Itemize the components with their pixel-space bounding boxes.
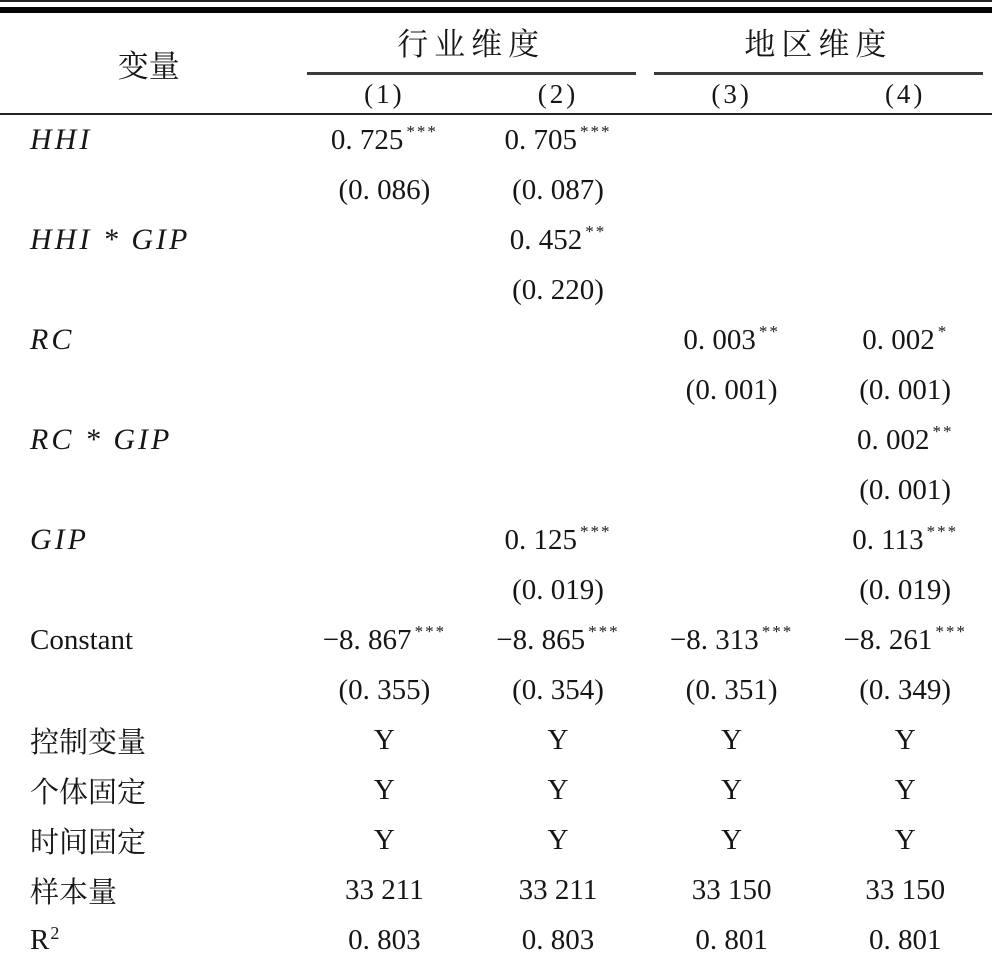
coefficient-cell: 0. 002 * [862, 321, 949, 356]
coefficient-cell [645, 415, 819, 465]
coefficient-cell: −8. 865 *** [496, 621, 620, 656]
std-error-cell [818, 165, 992, 215]
row-label: RC * GIP [30, 423, 173, 456]
significance-stars: ** [585, 221, 607, 241]
coefficient-cell [818, 114, 992, 165]
stat-cell: Y [721, 723, 743, 756]
stat-row [0, 915, 992, 960]
row-label: HHI [30, 123, 93, 156]
std-error-cell [645, 465, 819, 515]
coefficient-row [0, 615, 992, 665]
coefficient-cell [818, 215, 992, 265]
stat-cell: Y [547, 823, 569, 856]
row-label: HHI * GIP [30, 223, 191, 256]
stat-cell: 0. 801 [868, 923, 942, 956]
stat-cell: 0. 803 [348, 923, 421, 956]
group-industry [298, 13, 645, 75]
std-error-row [0, 565, 992, 615]
coefficient-cell: −8. 867 *** [322, 621, 447, 656]
std-error-row [0, 465, 992, 515]
std-error-cell: (0. 354) [512, 673, 604, 706]
row-label: 个体固定 [30, 776, 147, 809]
coefficient-row [0, 114, 992, 165]
coefficient-cell [471, 415, 645, 465]
row-label-empty [0, 565, 298, 615]
row-label: Constant [30, 623, 134, 656]
significance-stars: *** [935, 621, 967, 641]
table-body [0, 114, 992, 960]
row-label: RC [30, 323, 75, 356]
significance-stars: *** [761, 621, 794, 641]
model-col-3: (3) [645, 75, 819, 114]
stat-row [0, 865, 992, 915]
stat-cell: Y [894, 773, 916, 806]
significance-stars: *** [588, 621, 620, 641]
std-error-cell [298, 265, 472, 315]
std-error-cell: (0. 349) [859, 673, 952, 706]
coefficient-cell: −8. 313 *** [669, 621, 794, 656]
std-error-cell: (0. 019) [512, 573, 604, 606]
row-label: GIP [30, 523, 89, 556]
row-label-empty [0, 665, 298, 715]
std-error-cell: (0. 001) [685, 373, 778, 406]
stat-cell: 33 211 [345, 873, 424, 906]
std-error-cell: (0. 001) [859, 473, 952, 506]
coefficient-cell: 0. 002 ** [856, 421, 954, 456]
group-region [645, 13, 992, 75]
coefficient-cell: −8. 261 *** [843, 621, 967, 656]
stat-cell: 0. 803 [521, 923, 595, 956]
std-error-cell: (0. 086) [338, 173, 431, 206]
std-error-row [0, 365, 992, 415]
model-col-1: (1) [298, 75, 472, 114]
group-header-row [0, 13, 992, 75]
coefficient-cell [471, 315, 645, 365]
significance-stars: *** [926, 521, 959, 541]
significance-stars: *** [579, 521, 612, 541]
stat-cell: Y [721, 823, 743, 856]
significance-stars: ** [758, 321, 780, 341]
stat-cell: Y [373, 823, 395, 856]
coefficient-cell [298, 515, 472, 565]
coefficient-cell: 0. 113 *** [852, 521, 959, 556]
stat-cell: Y [547, 773, 569, 806]
std-error-cell: (0. 087) [512, 173, 604, 206]
stat-cell: Y [721, 773, 743, 806]
std-error-cell [645, 265, 819, 315]
table-header [0, 13, 992, 114]
coefficient-row [0, 215, 992, 265]
row-label: $R^2$ [30, 922, 62, 956]
model-col-4: (4) [818, 75, 992, 114]
stat-cell: 0. 801 [695, 923, 768, 956]
variable-column-header: 变量 [0, 13, 298, 114]
std-error-cell: (0. 220) [512, 273, 604, 306]
coefficient-cell: 0. 705 *** [504, 121, 612, 156]
row-label-empty [0, 165, 298, 215]
coefficient-cell: 0. 452 ** [509, 221, 607, 256]
std-error-cell: (0. 351) [685, 673, 778, 706]
std-error-cell [818, 265, 992, 315]
std-error-row [0, 265, 992, 315]
std-error-cell: (0. 355) [338, 673, 431, 706]
std-error-cell [298, 365, 472, 415]
coefficient-cell [645, 515, 819, 565]
stat-cell: 33 150 [691, 873, 772, 906]
std-error-cell [298, 565, 472, 615]
coefficient-cell [645, 114, 819, 165]
significance-stars: ** [932, 421, 954, 441]
stat-row [0, 765, 992, 815]
std-error-cell: (0. 019) [859, 573, 952, 606]
stat-cell: Y [894, 823, 916, 856]
stat-row [0, 715, 992, 765]
significance-stars: *** [579, 121, 612, 141]
coefficient-cell [298, 315, 472, 365]
coefficient-cell [298, 415, 472, 465]
group-industry-label: 行业维度 [307, 13, 636, 75]
stat-cell: Y [894, 723, 916, 756]
stat-cell: Y [373, 773, 395, 806]
coefficient-cell: 0. 125 *** [504, 521, 612, 556]
stat-cell: Y [373, 723, 395, 756]
stat-row [0, 815, 992, 865]
group-region-label: 地区维度 [654, 13, 983, 75]
significance-stars: * [937, 321, 949, 341]
regression-table [0, 13, 992, 960]
std-error-row [0, 665, 992, 715]
significance-stars: *** [406, 121, 438, 141]
coefficient-row [0, 415, 992, 465]
significance-stars: *** [414, 621, 447, 641]
row-label-empty [0, 265, 298, 315]
coefficient-row [0, 515, 992, 565]
row-label: 时间固定 [30, 826, 147, 859]
std-error-cell [298, 465, 472, 515]
model-col-2: (2) [471, 75, 645, 114]
coefficient-cell [298, 215, 472, 265]
coefficient-cell: 0. 725 *** [330, 121, 438, 156]
row-label-empty [0, 465, 298, 515]
row-label: 样本量 [30, 876, 118, 909]
coefficient-row [0, 315, 992, 365]
label-superscript: 2 [50, 922, 62, 943]
std-error-row [0, 165, 992, 215]
row-label-empty [0, 365, 298, 415]
std-error-cell [645, 565, 819, 615]
stat-cell: 33 211 [518, 873, 598, 906]
std-error-cell [471, 365, 645, 415]
std-error-cell: (0. 001) [859, 373, 952, 406]
std-error-cell [645, 165, 819, 215]
stat-cell: 33 150 [865, 873, 946, 906]
coefficient-cell: 0. 003 ** [683, 321, 780, 356]
stat-cell: Y [547, 723, 569, 756]
std-error-cell [471, 465, 645, 515]
row-label: 控制变量 [30, 726, 147, 759]
coefficient-cell [645, 215, 819, 265]
